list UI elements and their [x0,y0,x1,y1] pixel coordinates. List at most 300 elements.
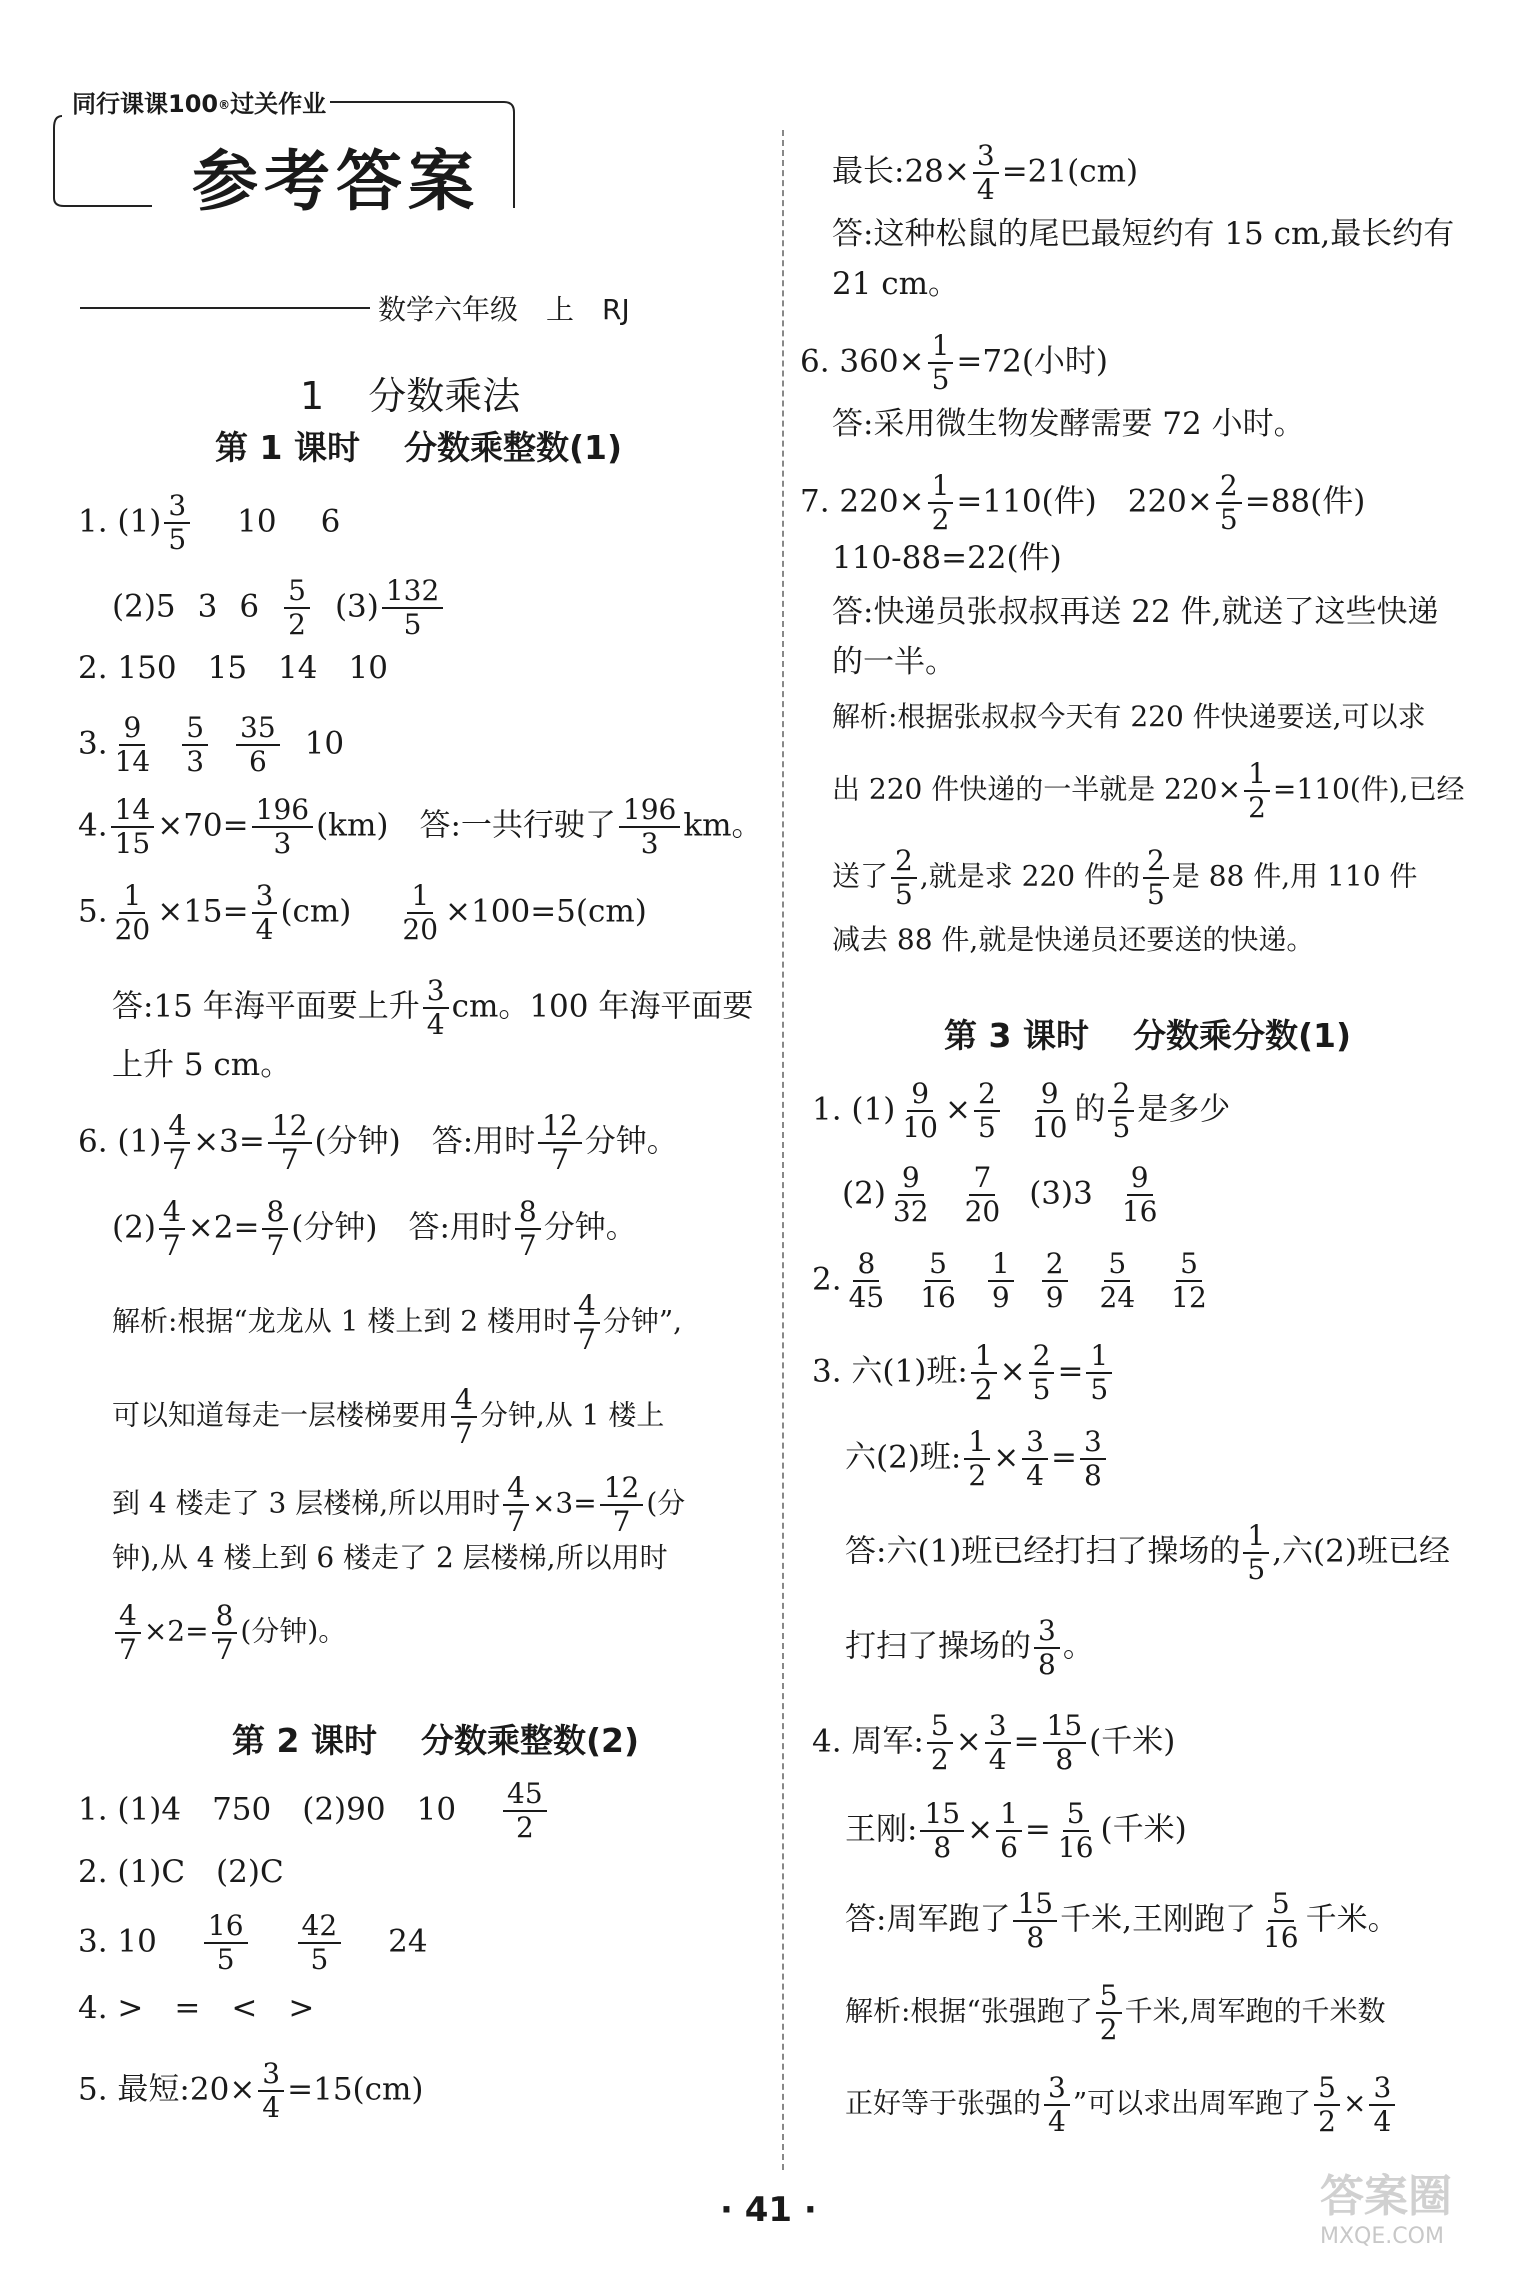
numerator: 4 [503,1472,529,1506]
answer-line: 2. 150 15 14 10 [78,650,388,686]
text-segment: 千米,王刚跑了 [1060,1901,1256,1938]
text-segment: 分钟。 [543,1209,637,1246]
answer-line [78,712,344,778]
text-segment: 最长:28× [832,153,970,190]
subtitle: 数学六年级 上 RJ [378,293,630,326]
text-segment: 出 220 件快递的一半就是 220× [832,772,1242,806]
analysis-line [112,1600,346,1666]
denominator: 24 [1099,1281,1136,1314]
numerator: 5 [925,1248,951,1282]
text-segment: 24 [388,1923,428,1960]
text-segment: 是多少 [1137,1091,1231,1128]
fraction [284,575,310,641]
numerator: 1 [1244,758,1270,792]
text-segment: 10 [237,503,277,540]
denominator: 5 [977,1111,996,1144]
denominator: 6 [248,745,267,778]
numerator: 1 [964,1426,990,1460]
numerator: 5 [1176,1248,1202,1282]
denominator: 7 [280,1143,299,1176]
numerator: 5 [182,712,208,746]
numerator: 3 [1022,1426,1048,1460]
text-segment: 解析:根据“龙龙从 1 楼上到 2 楼用时 [112,1304,571,1338]
watermark [1320,2160,1520,2260]
denominator: 6 [1000,1831,1018,1864]
answer-line [812,1248,1214,1314]
denominator: 5 [403,608,422,641]
denominator: 15 [114,827,151,860]
denominator: 7 [612,1505,631,1538]
denominator: 20 [964,1195,1001,1228]
answer-line [832,140,1138,206]
denominator: 16 [920,1281,956,1314]
fraction [538,1110,582,1176]
text-segment: =15(cm) [287,2071,424,2108]
numerator: 5 [1063,1798,1089,1832]
text-segment: (cm) [280,893,352,930]
numerator: 196 [619,794,680,828]
text-segment: 3. 六(1)班: [812,1353,968,1390]
text-segment: ×100=5(cm) [445,893,647,930]
fraction [971,1340,997,1406]
numerator: 2 [1108,1078,1134,1112]
text-segment: =88(件) [1244,483,1366,520]
text-segment: 。 [1062,1628,1094,1665]
text-segment: 送了 [832,859,889,893]
answer-line [812,1078,1230,1144]
denominator: 4 [262,2091,281,2124]
numerator: 5 [927,1710,953,1744]
header-box [52,90,514,220]
denominator: 5 [1247,1553,1266,1586]
fraction [1054,1798,1098,1864]
text-segment: 6. 360× [800,343,925,380]
text-segment: × [967,1811,994,1848]
denominator: 3 [640,827,659,860]
denominator: 3 [273,827,292,860]
text-segment: (3) [334,588,379,625]
text-segment: 解析:根据“张强跑了 [845,1994,1093,2028]
text-segment: ,就是求 220 件的 [919,859,1140,893]
denominator: 7 [551,1143,569,1176]
denominator: 10 [1031,1111,1068,1144]
answer-line: 答:快递员张叔叔再送 22 件,就送了这些快递 [832,594,1439,630]
text-segment: 千米,周军跑的千米数 [1124,1994,1386,2028]
fraction [961,1162,1005,1228]
denominator: 4 [426,1008,445,1041]
denominator: 10 [902,1111,938,1144]
numerator: 5 [1096,1980,1122,2014]
text-segment: 6 [320,503,341,540]
fraction [920,1798,964,1864]
text-segment: = [1013,1723,1040,1760]
denominator: 5 [310,1943,329,1976]
fraction [111,880,155,946]
numerator: 3 [258,2058,284,2092]
numerator: 5 [1104,1248,1130,1282]
fraction [889,1162,933,1228]
text-segment: 10 [304,725,345,762]
numerator: 5 [284,575,310,609]
fraction [503,1472,529,1538]
text-segment: 3. 10 [78,1923,157,1960]
numerator: 2 [974,1078,1000,1112]
analysis-line [112,1472,685,1538]
fraction [891,845,917,911]
text-segment: = [1051,1439,1077,1476]
fraction [1029,1340,1055,1406]
fraction [1028,1078,1072,1144]
denominator: 14 [114,745,151,778]
text-segment: (千米) [1089,1723,1176,1760]
numerator: 16 [204,1910,248,1944]
text-segment: ×3= [531,1486,597,1520]
fraction [898,1078,942,1144]
answer-line: 4. > = < > [78,1990,315,2026]
fraction [164,1110,190,1176]
fraction [1044,2072,1070,2138]
answer-line [78,880,647,946]
fraction [1043,1710,1087,1776]
text-segment: ×70= [157,807,249,844]
text-segment: 答:六(1)班已经打扫了操场的 [845,1533,1241,1570]
denominator: 16 [1121,1195,1158,1228]
text-segment: = [1057,1353,1084,1390]
numerator: 3 [973,140,999,174]
denominator: 5 [895,878,913,911]
fraction [258,2058,284,2124]
fraction [1022,1426,1048,1492]
denominator: 4 [1026,1459,1044,1492]
denominator: 2 [288,608,306,641]
denominator: 3 [186,745,205,778]
fraction [252,880,278,946]
answer-line [78,490,340,556]
fraction [111,712,155,778]
numerator: 8 [212,1600,238,1634]
text-segment: 1. (1)4 750 (2)90 10 [78,1791,457,1828]
answer-line [812,1710,1175,1776]
text-segment: ”可以求出周军跑了 [1072,2086,1312,2120]
text-segment: 的 [1074,1091,1106,1128]
fraction [212,1600,238,1666]
text-segment: 可以知道每走一层楼梯要用 [112,1398,449,1432]
text-segment: 分钟”, [602,1304,683,1338]
answer-line [845,1426,1109,1492]
answer-line [78,1110,678,1176]
column-divider [782,130,784,2170]
fraction [600,1472,644,1538]
numerator: 1 [988,1248,1014,1282]
numerator: 1 [407,880,433,914]
answer-line [845,1615,1094,1681]
fraction [1013,1888,1057,1954]
denominator: 4 [1048,2105,1066,2138]
numerator: 3 [423,975,449,1009]
answer-line: 2. (1)C (2)C [78,1854,284,1890]
fraction [268,1110,312,1176]
denominator: 2 [515,1811,534,1844]
text-segment: ×3= [193,1123,265,1160]
denominator: 5 [1032,1373,1051,1406]
denominator: 5 [931,363,950,396]
text-segment: × [1343,2086,1367,2120]
text-segment: 答:周军跑了 [845,1901,1011,1938]
text-segment: 是 88 件,用 110 件 [1171,859,1418,893]
fraction [236,712,280,778]
numerator: 9 [898,1162,924,1196]
analysis-line: 解析:根据张叔叔今天有 220 件快递要送,可以求 [832,700,1426,733]
text-segment: =110(件),已经 [1272,772,1465,806]
numerator: 2 [1216,470,1242,504]
fraction [1042,1248,1068,1314]
numerator: 4 [164,1110,190,1144]
text-segment: 4. 周军: [812,1723,924,1760]
answer-line [800,330,1108,396]
text-segment: (km) 答:一共行驶了 [316,807,616,844]
fraction [262,1196,288,1262]
answer-line [112,575,446,641]
analysis-line [832,845,1417,911]
text-segment: (2)5 [112,588,176,625]
text-segment: (分钟) 答:用时 [314,1123,536,1160]
text-segment: × [944,1091,971,1128]
fraction [115,1600,141,1666]
text-segment: (分钟) 答:用时 [291,1209,512,1246]
numerator: 1 [971,1340,997,1374]
fraction [182,712,208,778]
text-segment: (3)3 [1029,1175,1093,1212]
denominator: 7 [162,1229,181,1262]
fraction [1143,845,1169,911]
fraction [1259,1888,1303,1954]
numerator: 9 [1037,1078,1063,1112]
fraction [398,880,442,946]
numerator: 2 [1029,1340,1055,1374]
numerator: 4 [574,1290,600,1324]
lesson-label: 第 2 课时 [232,1721,377,1760]
page-title: 参考答案 [192,142,480,220]
fraction [974,1078,1000,1144]
numerator: 9 [119,712,145,746]
analysis-line [845,2072,1398,2138]
numerator: 132 [382,575,443,609]
fraction [382,575,443,641]
numerator: 15 [920,1798,964,1832]
text-segment: ×2= [187,1209,260,1246]
analysis-line [845,1980,1385,2046]
brand-name: 同行课课100 [72,90,219,118]
denominator: 4 [1373,2105,1392,2138]
subtitle-rule [80,307,370,309]
analysis-line [112,1290,682,1356]
denominator: 4 [988,1743,1007,1776]
brand-mark: ® [218,98,231,112]
denominator: 4 [976,173,995,206]
text-segment: 6. (1) [78,1123,162,1160]
fraction [1243,1520,1269,1586]
denominator: 16 [1262,1921,1299,1954]
numerator: 42 [298,1910,342,1944]
denominator: 7 [266,1229,285,1262]
numerator: 2 [1143,845,1169,879]
numerator: 3 [252,880,278,914]
fraction [298,1910,342,1976]
denominator: 8 [1055,1743,1074,1776]
text-segment: 1. (1) [812,1091,896,1128]
numerator: 15 [1043,1710,1087,1744]
answer-line [78,1910,428,1976]
numerator: 1 [928,330,954,364]
fraction [1314,2072,1340,2138]
denominator: 7 [577,1323,596,1356]
text-segment: 答:15 年海平面要上升 [112,988,420,1025]
fraction [451,1384,477,1450]
fraction [204,1910,248,1976]
answer-line [800,470,1365,536]
text-segment: 千米。 [1305,1901,1399,1938]
fraction [996,1798,1022,1864]
denominator: 7 [215,1633,234,1666]
numerator: 4 [159,1196,185,1230]
brand-label [68,84,330,119]
text-segment: 打扫了操场的 [845,1628,1031,1665]
answer-line [845,1888,1399,1954]
fraction [1096,1980,1122,2046]
denominator: 7 [455,1417,473,1450]
lesson-title: 分数乘整数(1) [403,428,623,467]
numerator: 2 [891,845,917,879]
numerator: 4 [451,1384,477,1418]
text-segment: =21(cm) [1001,153,1139,190]
denominator: 7 [168,1143,187,1176]
numerator: 3 [164,490,190,524]
text-segment: 3. [78,725,108,762]
denominator: 8 [933,1831,952,1864]
text-segment: 六(2)班: [845,1439,962,1476]
text-segment: (2) [842,1175,886,1212]
text-segment: cm。100 年海平面要 [451,988,754,1025]
text-segment: (分 [646,1486,686,1520]
answer-line [78,2058,424,2124]
denominator: 5 [1090,1373,1109,1406]
text-segment: ,六(2)班已经 [1272,1533,1450,1570]
denominator: 32 [892,1195,929,1228]
watermark-logo: 答案圈 [1320,2171,1452,2222]
numerator: 9 [1127,1162,1153,1196]
text-segment: 5. 最短:20× [78,2071,256,2108]
text-segment: ×2= [143,1614,209,1648]
fraction [1034,1615,1060,1681]
denominator: 9 [991,1281,1010,1314]
denominator: 7 [507,1505,525,1538]
fraction [927,1710,953,1776]
text-segment: 分钟,从 1 楼上 [479,1398,665,1432]
text-segment: 5. [78,893,108,930]
text-segment: 2. [812,1261,842,1298]
lesson-title: 分数乘整数(2) [420,1721,640,1760]
denominator: 2 [1318,2105,1336,2138]
numerator: 196 [252,794,313,828]
fraction [964,1426,990,1492]
answer-line: 21 cm。 [832,266,960,302]
numerator: 3 [1034,1615,1060,1649]
text-segment: (2) [112,1209,156,1246]
numerator: 35 [236,712,280,746]
unit-number: 1 [300,374,325,418]
denominator: 2 [974,1373,993,1406]
text-segment: 正好等于张强的 [845,2086,1042,2120]
text-segment: 1. (1) [78,503,162,540]
answer-line [78,1778,550,1844]
denominator: 5 [1219,503,1238,536]
numerator: 45 [503,1778,547,1812]
lesson-label: 第 1 课时 [215,428,360,467]
numerator: 15 [1013,1888,1057,1922]
text-segment: 7. 220× [800,483,925,520]
unit-heading [300,365,520,420]
denominator: 7 [518,1229,537,1262]
lesson-title: 分数乘分数(1) [1132,1016,1352,1055]
fraction [928,330,954,396]
fraction [988,1248,1014,1314]
numerator: 1 [119,880,145,914]
denominator: 5 [1147,878,1165,911]
numerator: 3 [1044,2072,1070,2106]
answer-line [842,1162,1164,1228]
fraction [159,1196,185,1262]
answer-line: 上升 5 cm。 [112,1047,292,1083]
numerator: 2 [1042,1248,1068,1282]
watermark-url: MXQE.COM [1320,2224,1444,2249]
page-number: · 41 · [720,2190,817,2230]
fraction [1108,1078,1134,1144]
analysis-line [832,758,1465,824]
text-segment: × [999,1353,1026,1390]
fraction [985,1710,1011,1776]
fraction [1080,1426,1106,1492]
fraction [916,1248,960,1314]
text-segment: × [993,1439,1020,1476]
fraction [252,794,313,860]
fraction [1086,1340,1112,1406]
numerator: 12 [268,1110,312,1144]
answer-line [812,1340,1115,1406]
denominator: 9 [1045,1281,1064,1314]
fraction [164,490,190,556]
denominator: 4 [255,913,274,946]
denominator: 16 [1057,1831,1094,1864]
analysis-line [112,1384,664,1450]
answer-line: 答:采用微生物发酵需要 72 小时。 [832,406,1305,442]
denominator: 2 [1099,2013,1118,2046]
fraction [503,1778,547,1844]
denominator: 8 [1038,1648,1056,1681]
fraction [1167,1248,1211,1314]
fraction [515,1196,541,1262]
numerator: 3 [985,1710,1011,1744]
fraction [1369,2072,1395,2138]
answer-line: 110-88=22(件) [832,540,1062,576]
numerator: 8 [515,1196,541,1230]
fraction [423,975,449,1041]
numerator: 5 [1268,1888,1294,1922]
lesson-1-heading [215,422,622,469]
numerator: 5 [1314,2072,1340,2106]
text-segment: 3 [197,588,218,625]
fraction [111,794,155,860]
unit-title: 分数乘法 [368,374,521,418]
